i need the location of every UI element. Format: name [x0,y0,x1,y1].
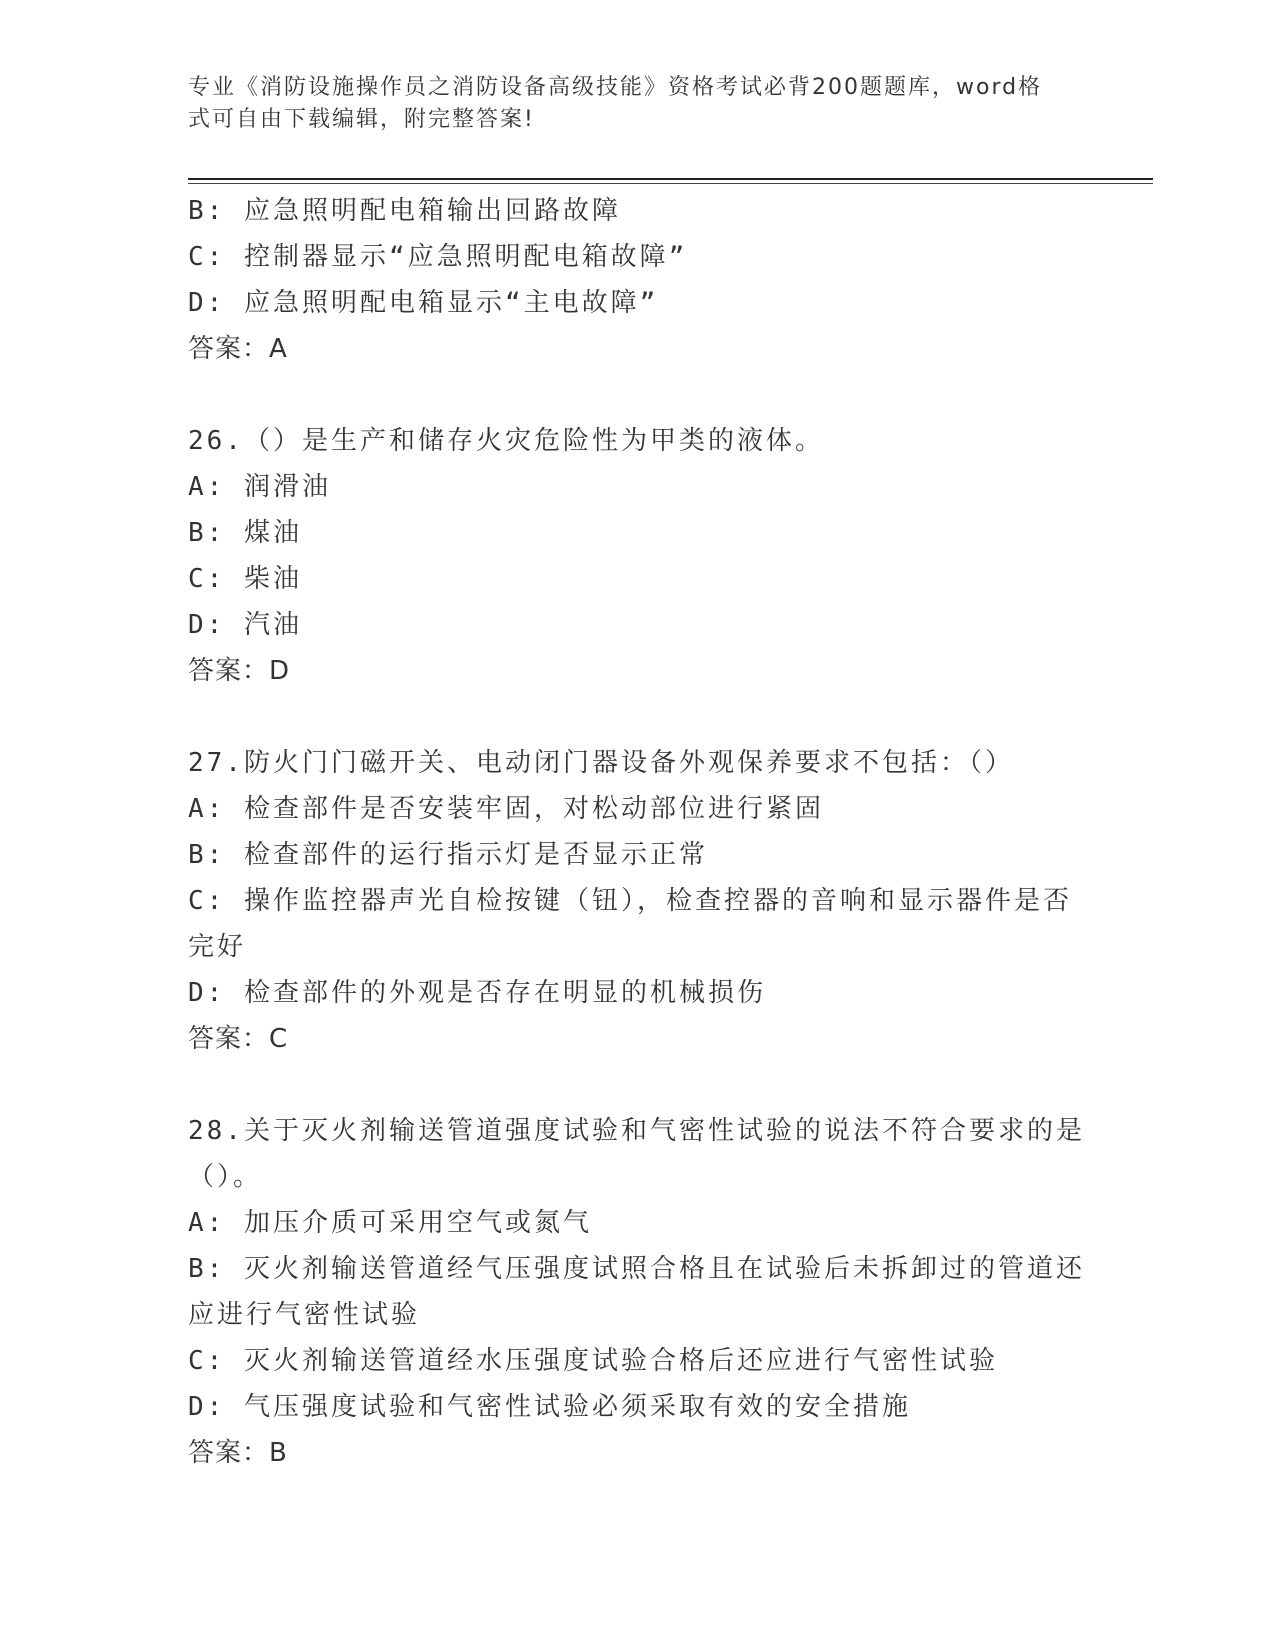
spacer [188,1062,1088,1108]
option-b: B: 灭火剂输送管道经气压强度试照合格且在试验后未拆卸过的管道还应进行气密性试验 [188,1254,1085,1330]
question-stem: 27.防火门门磁开关、电动闭门器设备外观保养要求不包括：（） [188,748,1014,778]
question-stem: 26.（）是生产和储存火灾危险性为甲类的液体。 [188,426,824,456]
spacer [188,694,1088,740]
option-b: B: 应急照明配电箱输出回路故障 [188,196,621,226]
option-c: C: 操作监控器声光自检按键（钮），检查控器的音响和显示器件是否完好 [188,886,1072,962]
document-header [188,72,1068,136]
answer: 答案：D [188,656,291,686]
question-25-continued [188,188,1088,372]
option-d: D: 汽油 [188,610,302,640]
option-a: A: 加压介质可采用空气或氮气 [188,1208,592,1238]
option-c: C: 柴油 [188,564,302,594]
header-divider-thin [188,183,1153,184]
option-b: B: 检查部件的运行指示灯是否显示正常 [188,840,708,870]
question-content [188,188,1088,1476]
option-d: D: 气压强度试验和气密性试验必须采取有效的安全措施 [188,1392,911,1422]
question-stem: 28.关于灭火剂输送管道强度试验和气密性试验的说法不符合要求的是（）。 [188,1116,1085,1192]
question-26 [188,418,1088,694]
header-divider-thick [188,178,1153,180]
header-line-1: 专业《消防设施操作员之消防设备高级技能》资格考试必背200题题库，word格 [188,75,1043,100]
option-d: D: 检查部件的外观是否存在明显的机械损伤 [188,978,766,1008]
spacer [188,372,1088,418]
option-d: D: 应急照明配电箱显示“主电故障” [188,288,659,318]
answer: 答案：C [188,1024,289,1054]
option-a: A: 润滑油 [188,472,331,502]
question-28 [188,1108,1088,1476]
option-a: A: 检查部件是否安装牢固，对松动部位进行紧固 [188,794,824,824]
answer: 答案：B [188,1438,288,1468]
option-c: C: 控制器显示“应急照明配电箱故障” [188,242,688,272]
option-c: C: 灭火剂输送管道经水压强度试验合格后还应进行气密性试验 [188,1346,998,1376]
question-27 [188,740,1088,1062]
header-line-2: 式可自由下载编辑，附完整答案! [188,107,535,132]
answer: 答案：A [188,334,288,364]
option-b: B: 煤油 [188,518,302,548]
